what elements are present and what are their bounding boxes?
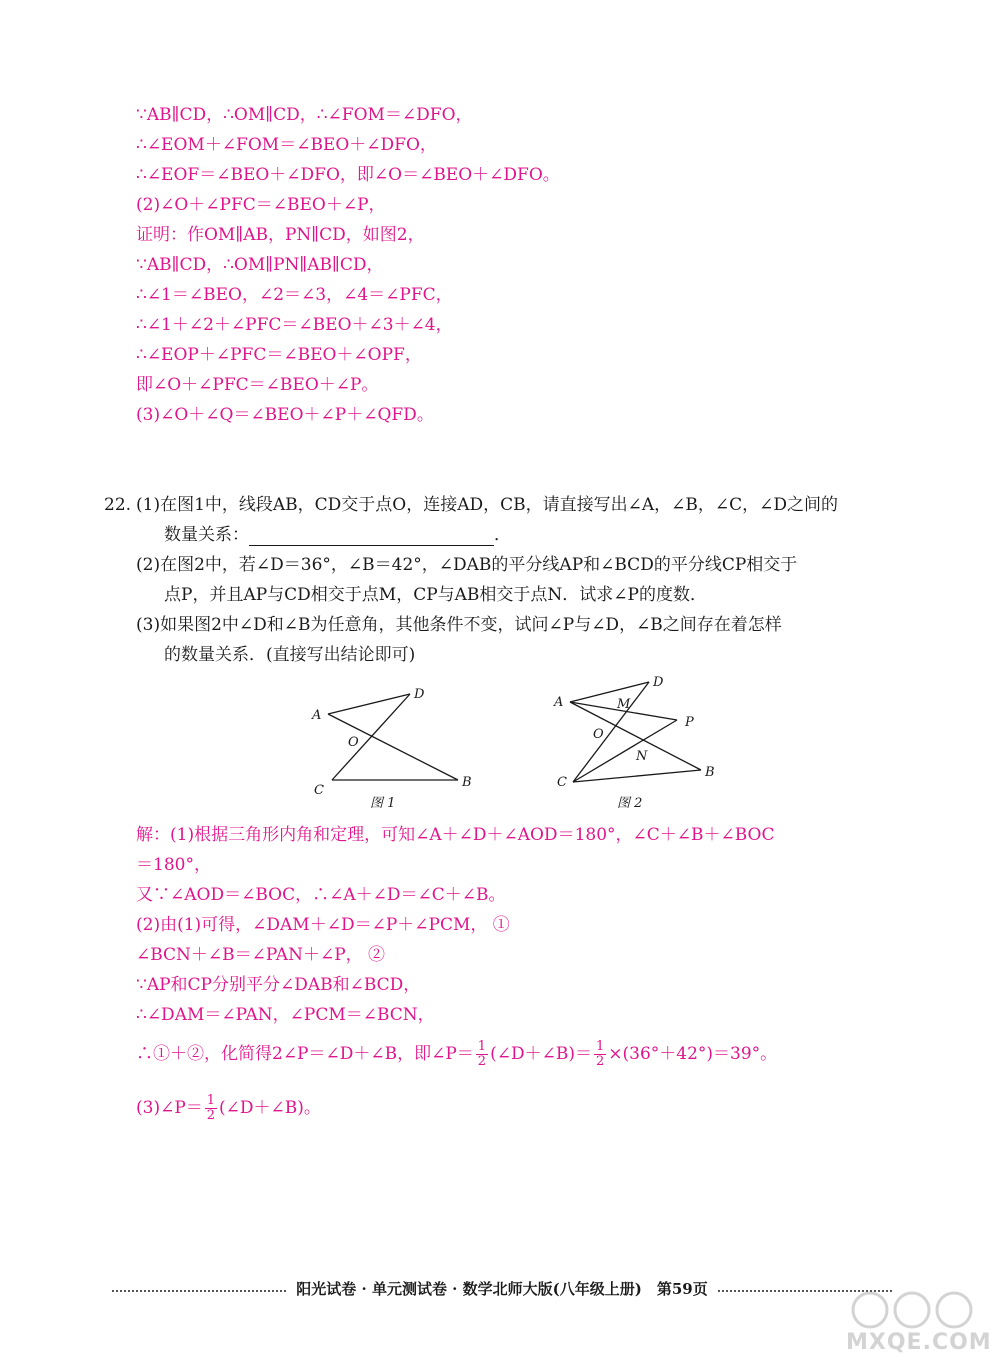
fig1-label-B: B [462, 775, 472, 790]
solution-21-line-2: ∴∠EOM＋∠FOM＝∠BEO＋∠DFO， [136, 135, 437, 155]
fraction-denominator: 2 [595, 1054, 605, 1069]
figure-2 [545, 670, 745, 815]
fig2-label-O: O [593, 727, 604, 742]
solution-22-line-6: ∵AP和CP分别平分∠DAB和∠BCD， [136, 975, 421, 995]
answer-blank-end: ． [494, 525, 511, 545]
fig2-label-B: B [705, 765, 715, 780]
fig1-caption: 图 1 [370, 796, 396, 811]
watermark-logo [840, 1290, 990, 1360]
fraction-denominator: 2 [477, 1054, 487, 1069]
fig1-label-O: O [348, 735, 359, 750]
segment-DC [332, 694, 410, 780]
solution-22-line-2: ＝180°， [136, 855, 211, 875]
line9-part-b: (∠D＋∠B)。 [219, 1098, 321, 1118]
fraction-denominator: 2 [206, 1108, 216, 1123]
solution-21-line-8: ∴∠1＋∠2＋∠PFC＝∠BEO＋∠3＋∠4， [136, 315, 453, 335]
solution-22-line-4: (2)由(1)可得，∠DAM＋∠D＝∠P＋∠PCM， ① [136, 915, 510, 935]
problem-22-number: 22. [104, 495, 132, 515]
solution-21-line-3: ∴∠EOF＝∠BEO＋∠DFO，即∠O＝∠BEO＋∠DFO。 [136, 165, 560, 185]
segment-DC [573, 682, 649, 782]
fraction-one-half [594, 1040, 606, 1069]
fig2-label-N: N [636, 749, 648, 764]
figure-1 [300, 680, 500, 815]
fig2-label-C: C [557, 775, 567, 790]
line8-part-a: ∴①＋②，化简得2∠P＝∠D＋∠B，即∠P＝ [136, 1044, 474, 1064]
answer-prompt: 数量关系： [164, 525, 249, 545]
problem-22-part2-line2: 点P，并且AP与CD相交于点M，CP与AB相交于点N．试求∠P的度数． [164, 585, 707, 605]
line8-part-b: (∠D＋∠B)＝ [490, 1044, 592, 1064]
solution-21-line-4: (2)∠O＋∠PFC＝∠BEO＋∠P， [136, 195, 386, 215]
fraction-one-half [205, 1094, 217, 1123]
problem-22-part1-line2 [164, 524, 511, 546]
segment-AD [328, 694, 410, 714]
fraction-one-half [476, 1040, 488, 1069]
fig1-label-D: D [414, 687, 425, 702]
solution-21-line-6: ∵AB∥CD，∴OM∥PN∥AB∥CD， [136, 255, 384, 275]
fig2-caption: 图 2 [617, 796, 643, 811]
segment-AD [570, 682, 649, 702]
problem-22-part3-line2: 的数量关系．(直接写出结论即可) [164, 645, 416, 665]
footer-title: 阳光试卷 · 单元测试卷 · 数学北师大版(八年级上册) 第59页 [296, 1280, 708, 1298]
footer-dots-left [112, 1290, 286, 1292]
line9-part-a: (3)∠P＝ [136, 1098, 203, 1118]
solution-22-line-5: ∠BCN＋∠B＝∠PAN＋∠P， ② [136, 945, 386, 965]
answer-blank[interactable] [249, 529, 494, 546]
solution-21-line-7: ∴∠1＝∠BEO，∠2＝∠3，∠4＝∠PFC， [136, 285, 453, 305]
segment-CP [573, 720, 677, 782]
solution-22-line-1: 解：(1)根据三角形内角和定理，可知∠A＋∠D＋∠AOD＝180°，∠C＋∠B＋∠BOC [136, 825, 775, 845]
fraction-numerator: 1 [477, 1039, 487, 1054]
watermark-url: MXQE.COM [846, 1330, 992, 1355]
fraction-numerator: 1 [206, 1093, 216, 1108]
fig2-label-D: D [653, 675, 664, 690]
fraction-numerator: 1 [595, 1039, 605, 1054]
problem-22-part3-line1: (3)如果图2中∠D和∠B为任意角，其他条件不变，试问∠P与∠D，∠B之间存在着怎样 [136, 615, 782, 635]
solution-21-line-9: ∴∠EOP＋∠PFC＝∠BEO＋∠OPF， [136, 345, 422, 365]
segment-CB [573, 770, 701, 782]
problem-22-part2-line1: (2)在图2中，若∠D＝36°，∠B＝42°，∠DAB的平分线AP和∠BCD的平分线CP相交于 [136, 555, 798, 575]
page-footer [112, 1278, 892, 1299]
fig2-label-P: P [685, 715, 694, 730]
solution-22-line-9 [136, 1094, 321, 1123]
problem-22-part1-line1: (1)在图1中，线段AB，CD交于点O，连接AD，CB，请直接写出∠A，∠B，∠C，∠D之间的 [136, 495, 839, 515]
solution-21-line-1: ∵AB∥CD，∴OM∥CD，∴∠FOM＝∠DFO， [136, 105, 473, 125]
fig1-label-C: C [314, 783, 324, 798]
fig2-label-M: M [617, 697, 631, 712]
watermark-seal-icon [840, 1290, 990, 1330]
solution-21-line-5: 证明：作OM∥AB，PN∥CD，如图2， [136, 225, 425, 245]
solution-21-line-11: (3)∠O＋∠Q＝∠BEO＋∠P＋∠QFD。 [136, 405, 434, 425]
solution-22-line-3: 又∵∠AOD＝∠BOC，∴∠A＋∠D＝∠C＋∠B。 [136, 885, 506, 905]
solution-22-line-7: ∴∠DAM＝∠PAN，∠PCM＝∠BCN， [136, 1005, 435, 1025]
solution-22-line-8 [136, 1040, 777, 1069]
fig1-label-A: A [312, 708, 322, 723]
solution-21-line-10: 即∠O＋∠PFC＝∠BEO＋∠P。 [136, 375, 379, 395]
line8-part-c: ×(36°＋42°)＝39°。 [608, 1044, 778, 1064]
fig2-label-A: A [554, 695, 564, 710]
